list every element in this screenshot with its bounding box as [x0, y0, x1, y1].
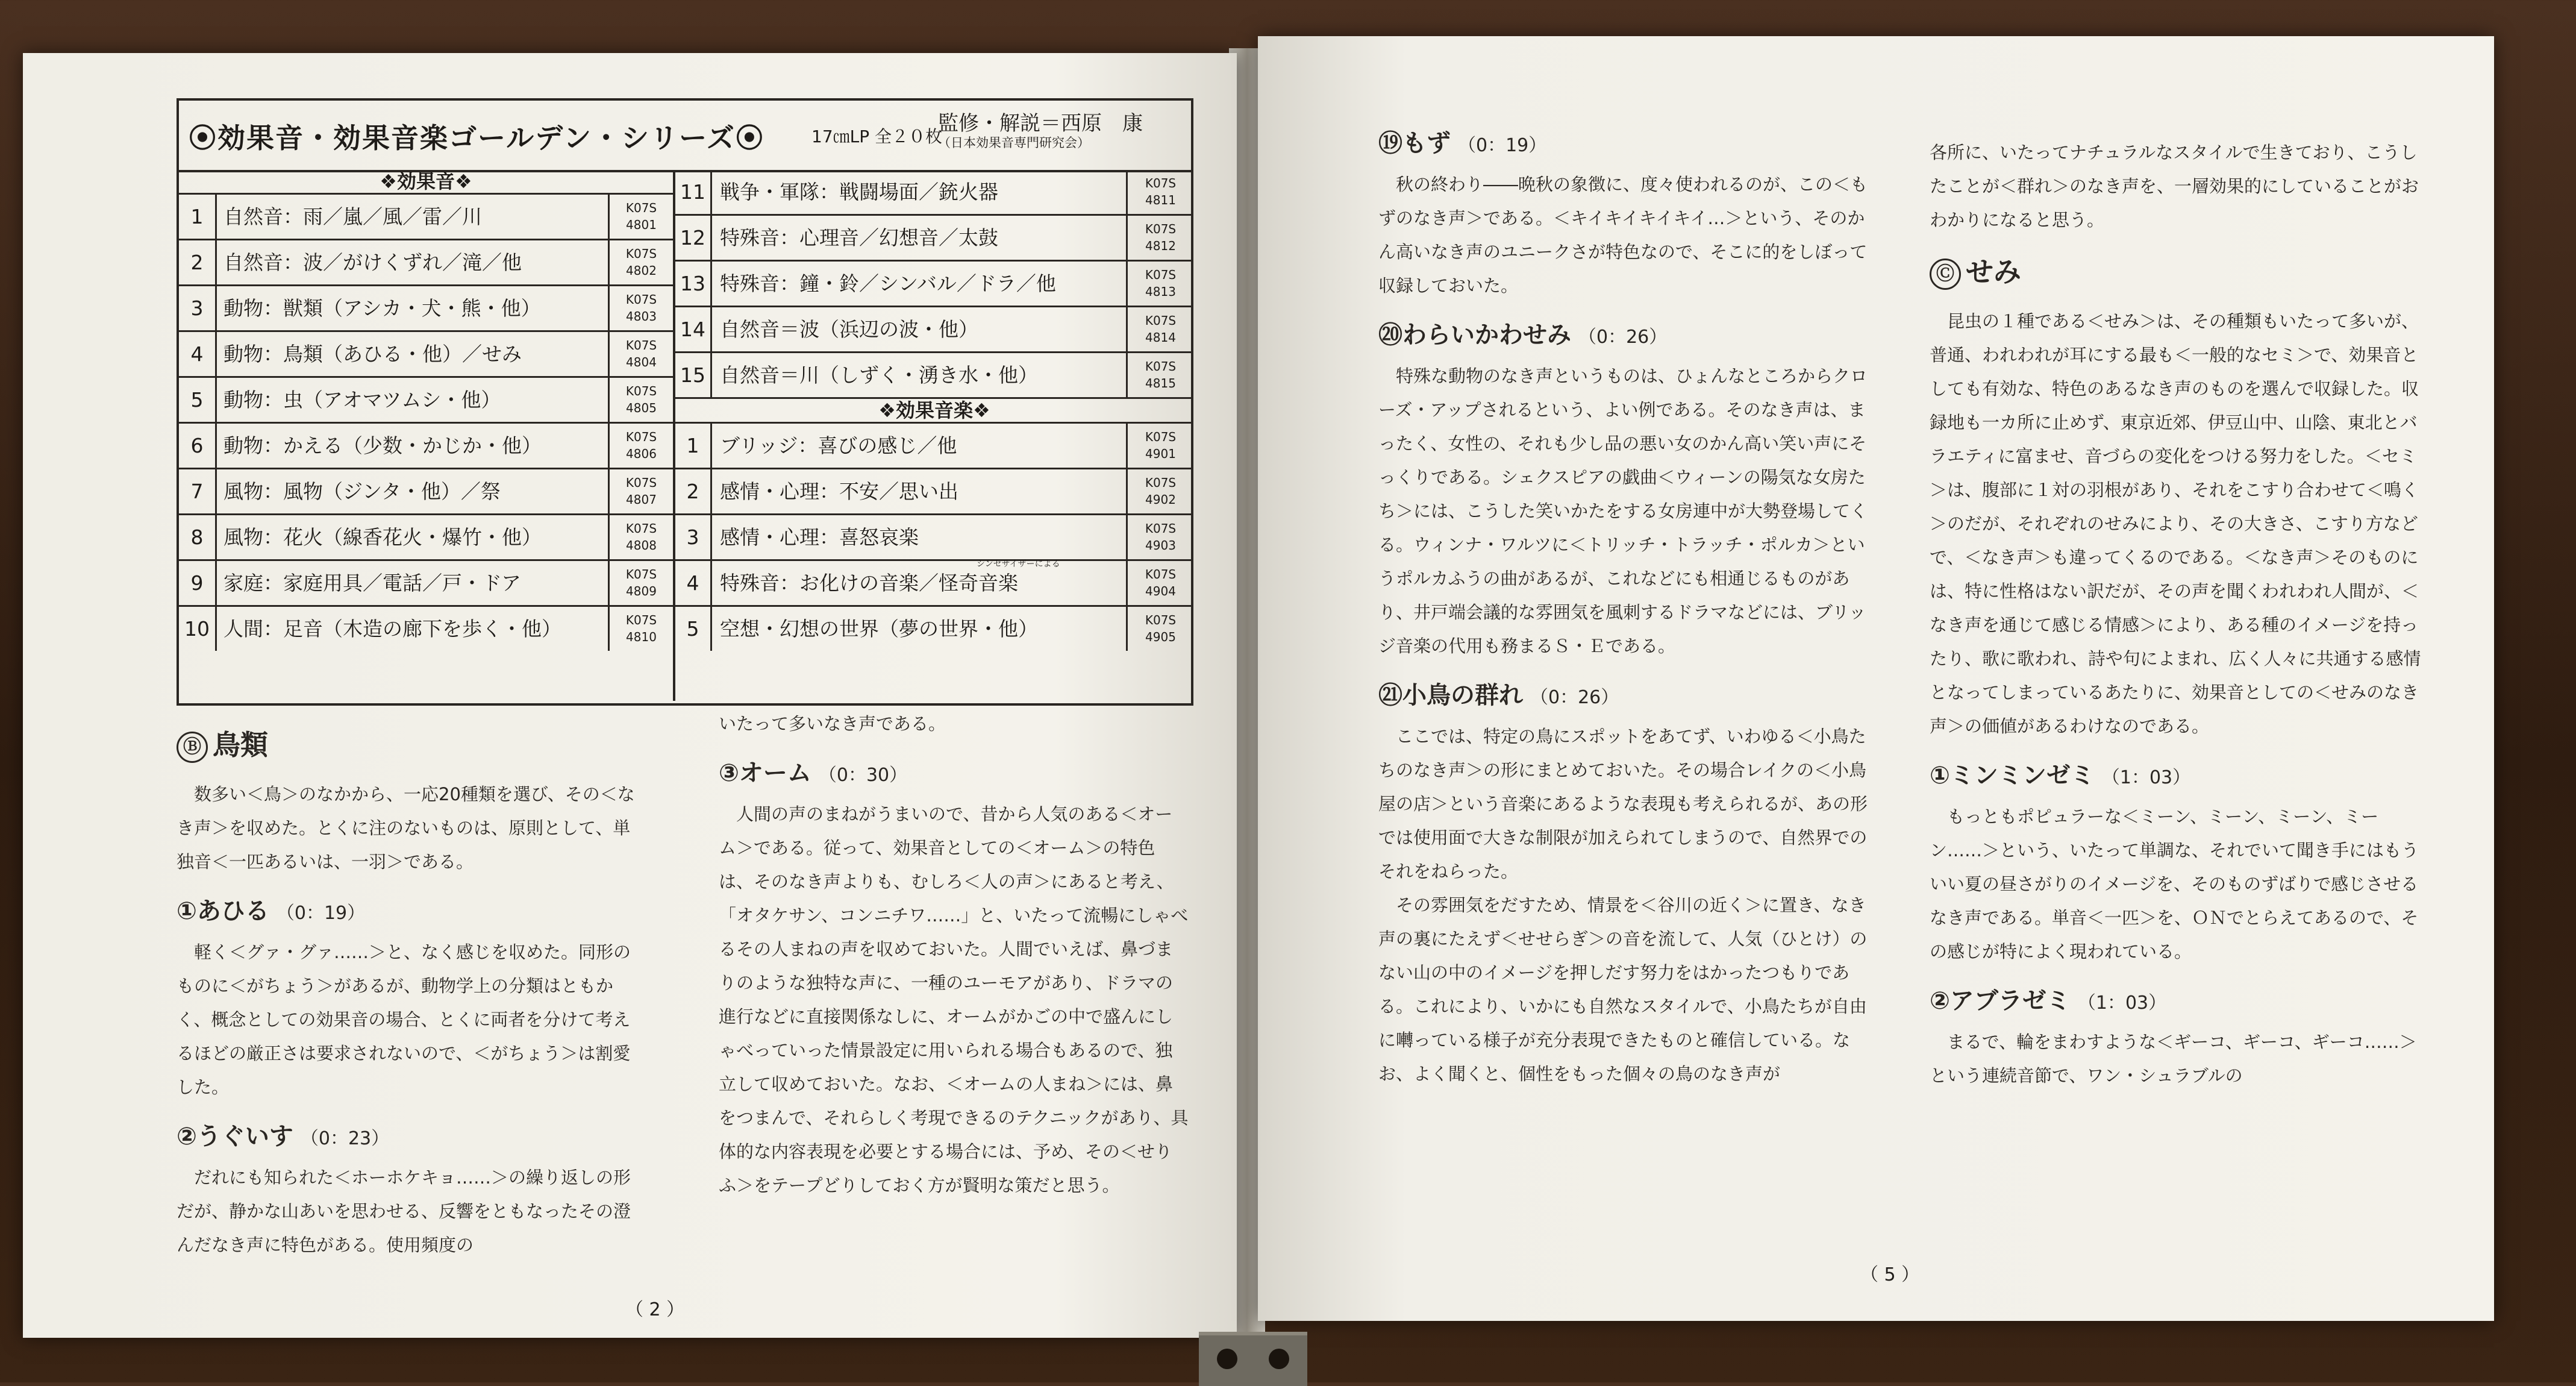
- item-body: 軽く＜グァ・グァ……＞と、なく感じを収めた。同形のものに＜がちょう＞があるが、動物学上の分類はともかく、概念としての効果音の場合、とくに両者を分けて考えるほどの厳正さは要求されないので、＜がちょう＞は割愛した。: [177, 941, 631, 1097]
- code-prefix: K07S: [625, 384, 657, 398]
- item-mark: ①: [177, 897, 197, 925]
- row-code: [1126, 607, 1193, 651]
- item-mark: ㉑: [1378, 682, 1402, 709]
- code-prefix: K07S: [625, 201, 657, 215]
- item-heading: [719, 756, 1189, 792]
- right-page: [1258, 36, 2494, 1321]
- item-title: ミンミンゼミ: [1949, 761, 2095, 789]
- section-semi-heading: [1930, 255, 2424, 290]
- code-prefix: K07S: [1145, 222, 1177, 236]
- row-code: [608, 424, 673, 468]
- item-mark: ②: [1930, 986, 1950, 1015]
- right-text-col2: [1930, 136, 2424, 1093]
- code-number: 4805: [626, 401, 657, 415]
- left-rows: [179, 195, 673, 651]
- code-number: 4809: [626, 584, 657, 598]
- item-body: ここでは、特定の鳥にスポットをあてず、いわゆる＜小鳥たちのなき声＞の形にまとめておいた。その場合レイクの＜小鳥屋の店＞という音楽にあるような表現も考えられるが、あの形では使用面で大きな制限が加えられてしまうので、自然界でのそれをねらった。: [1378, 726, 1868, 882]
- item-body: もっともポピュラーな＜ミーン、ミーン、ミーン、ミーン……＞という、いたって単調な、それでいて聞き手にはもういい夏の昼さがりのイメージを、そのものずばりで感じさせるなき声である。単音＜一匹＞を、ＯＮでとらえてあるので、その感じが特によく現われている。: [1930, 806, 2419, 962]
- row-number: 3: [179, 286, 217, 330]
- row-code: [608, 515, 673, 559]
- table-row: [179, 286, 673, 332]
- code-number: 4804: [626, 355, 657, 369]
- row-code: [608, 240, 673, 284]
- code-number: 4903: [1145, 538, 1176, 553]
- row-number: 10: [179, 607, 217, 651]
- row-number: 3: [675, 515, 712, 559]
- table-row: [675, 469, 1193, 515]
- row-number: 1: [675, 424, 712, 468]
- code-number: 4806: [626, 447, 657, 461]
- row-code: [608, 378, 673, 422]
- code-prefix: K07S: [625, 292, 657, 307]
- code-number: 4905: [1145, 630, 1176, 644]
- item-mark: ③: [719, 759, 739, 787]
- row-code: [1126, 170, 1193, 214]
- row-number: 7: [179, 469, 217, 513]
- item-heading: [177, 894, 646, 930]
- table-row: [179, 378, 673, 424]
- row-number: 5: [179, 378, 217, 422]
- supervisor: [938, 111, 1143, 150]
- code-prefix: K07S: [1145, 359, 1177, 374]
- row-code: [1126, 353, 1193, 397]
- table-row: [179, 332, 673, 378]
- row-number: 5: [675, 607, 712, 651]
- row-number: 4: [675, 561, 712, 605]
- row-number: 6: [179, 424, 217, 468]
- row-title: 自然音：波／がけくずれ／滝／他: [224, 251, 522, 274]
- row-code: [608, 469, 673, 513]
- row-title: 自然音：雨／嵐／風／雷／川: [224, 205, 482, 228]
- code-prefix: K07S: [625, 430, 657, 444]
- row-title: 特殊音：お化けの音楽／怪奇音楽: [720, 571, 1018, 595]
- row-number: 8: [179, 515, 217, 559]
- item-heading: [1378, 127, 1878, 163]
- row-number: 4: [179, 332, 217, 376]
- clip-hole: [1217, 1349, 1237, 1369]
- col2-lead: 各所に、いたってナチュラルなスタイルで生きており、こうしたことが＜群れ＞のなき声を、一層効果的にしていることがおわかりになると思う。: [1930, 142, 2419, 230]
- item-body: だれにも知られた＜ホーホケキョ……＞の繰り返しの形だが、静かな山あいを思わせる、反響をともなったその澄んだなき声に特色がある。使用頻度の: [177, 1167, 631, 1255]
- item-title: もず: [1402, 130, 1451, 157]
- item-body: まるで、輪をまわすような＜ギーコ、ギーコ、ギーコ……＞という連続音節で、ワン・シュラブルの: [1930, 1031, 2417, 1086]
- section-title: せみ: [1966, 256, 2021, 288]
- item-time: （0：26）: [1530, 687, 1619, 708]
- table-row: [179, 240, 673, 286]
- code-number: 4801: [626, 218, 657, 232]
- item-body-2: その雰囲気をだすため、情景を＜谷川の近く＞に置き、なき声の裏にたえず＜せせらぎ＞の音を流して、人気（ひとけ）のない山の中のイメージを押しだす努力をはかったつもりである。これにより、いかにも自然なスタイルで、小鳥たちが自由に囀っている様子が充分表現できたものと確信している。なお、よく聞くと、個性をもった個々の鳥のなき声が: [1378, 895, 1868, 1084]
- row-code: [1126, 216, 1193, 260]
- row-code: [608, 286, 673, 330]
- row-number: 2: [675, 469, 712, 513]
- section-music-heading: ❖効果音楽❖: [675, 397, 1193, 424]
- row-title: 動物：鳥類（あひる・他）／せみ: [224, 342, 522, 366]
- code-prefix: K07S: [625, 613, 657, 627]
- table-row: [179, 561, 673, 607]
- table-count: 17㎝LP 全２０枚: [811, 127, 943, 146]
- table-row: [179, 195, 673, 240]
- row-code: [1126, 424, 1193, 468]
- item-time: （0：23）: [300, 1127, 390, 1149]
- item-heading: [1930, 759, 2424, 795]
- section-birds-heading: [177, 728, 646, 763]
- row-title: 戦争・軍隊：戦闘場面／銃火器: [720, 180, 998, 204]
- row-title: 特殊音：鐘・鈴／シンバル／ドラ／他: [720, 272, 1056, 295]
- table-row: [675, 515, 1193, 561]
- item-body: 特殊な動物のなき声というものは、ひょんなところからクローズ・アップされるという、よい例である。そのなき声は、まったく、女性の、それも少し品の悪い女のかん高い笑い声にそっくりである。シェクスピアの戯曲＜ウィーンの陽気な女房たち＞には、こうした笑いかたをする女房連中が大勢登場してくる。ウィンナ・ワルツに＜トリッチ・トラッチ・ポルカ＞というポルカふうの曲があるが、これなどにも相通じるものがあり、井戸端会議的な雰囲気を風刺するドラマなどには、ブリッジ音楽の代用も務まるＳ・Ｅである。: [1378, 366, 1868, 656]
- table-row: [179, 469, 673, 515]
- item-time: （0：19）: [1458, 135, 1547, 156]
- code-prefix: K07S: [1145, 268, 1177, 282]
- item-heading: [1378, 679, 1878, 715]
- row-title: 動物：獣類（アシカ・犬・熊・他）: [224, 296, 541, 320]
- item-body: 秋の終わり――晩秋の象徴に、度々使われるのが、この＜もずのなき声＞である。＜キイキイキイキイ…＞という、そのかん高いなき声のユニークさが特色なので、そこに的をしぼって収録しておいた。: [1378, 174, 1868, 296]
- row-number: 15: [675, 353, 712, 397]
- row-title: 動物：虫（アオマツムシ・他）: [224, 388, 501, 412]
- item-heading: [1378, 318, 1878, 354]
- code-prefix: K07S: [1145, 176, 1177, 190]
- table-right-column: [673, 170, 1193, 701]
- row-title: 風物：花火（線香花火・爆竹・他）: [224, 525, 542, 549]
- row-number: 12: [675, 216, 712, 260]
- row-code: [1126, 262, 1193, 306]
- item-time: （0：19）: [276, 902, 366, 924]
- row-code: [608, 332, 673, 376]
- row-title: 感情・心理：不安／思い出: [720, 480, 958, 503]
- right-rows-sfx: [675, 170, 1193, 397]
- item-mark: ②: [177, 1122, 197, 1150]
- code-number: 4807: [626, 492, 657, 507]
- code-prefix: K07S: [625, 567, 657, 582]
- row-number: 2: [179, 240, 217, 284]
- item-title: アブラゼミ: [1949, 986, 2071, 1015]
- code-prefix: K07S: [1145, 313, 1177, 328]
- code-number: 4815: [1145, 376, 1176, 390]
- row-number: 9: [179, 561, 217, 605]
- page-number: （ 5 ）: [1860, 1264, 1920, 1285]
- row-title: 感情・心理：喜怒哀楽: [720, 525, 919, 549]
- item-mark: ①: [1930, 761, 1950, 789]
- item-title: あひる: [196, 897, 269, 925]
- row-code: [1126, 307, 1193, 351]
- row-title: 人間：足音（木造の廊下を歩く・他）: [224, 617, 561, 641]
- right-text-col1: [1378, 127, 1878, 1091]
- code-prefix: K07S: [625, 475, 657, 490]
- code-prefix: K07S: [625, 521, 657, 536]
- item-title: わらいかわせみ: [1402, 321, 1571, 349]
- row-code: [608, 561, 673, 605]
- item-body: 人間の声のまねがうまいので、昔から人気のある＜オーム＞である。従って、効果音としての＜オーム＞の特色は、そのなき声よりも、むしろ＜人の声＞にあると考え、「オタケサン、コンニチワ……」と、いたって流暢にしゃべるその人まねの声を収めておいた。人間でいえば、鼻づまりのような独特な声に、一種のユーモアがあり、ドラマの進行などに直接関係なしに、オームがかごの中で盛んにしゃべっていった情景設定に用いられる場合もあるので、独立して収めておいた。なお、＜オームの人まね＞には、鼻をつまんで、それらしく考現できるのテクニックがあり、具体的な内容表現を必要とする場合には、予め、その＜せりふ＞をテープどりしておく方が賢明な策だと思う。: [719, 804, 1189, 1196]
- row-code: [608, 607, 673, 651]
- code-number: 4813: [1145, 284, 1176, 299]
- code-prefix: K07S: [1145, 613, 1177, 627]
- clip-hole: [1269, 1349, 1289, 1369]
- code-prefix: K07S: [1145, 521, 1177, 536]
- code-number: 4814: [1145, 330, 1176, 345]
- table-row: [675, 216, 1193, 262]
- code-prefix: K07S: [625, 338, 657, 353]
- left-page: [23, 53, 1237, 1338]
- code-prefix: K07S: [1145, 430, 1177, 444]
- item-time: （0：26）: [1578, 327, 1668, 348]
- row-title: 動物：かえる（少数・かじか・他）: [224, 434, 542, 457]
- row-number: 14: [675, 307, 712, 351]
- row-title: 空想・幻想の世界（夢の世界・他）: [720, 617, 1038, 641]
- code-number: 4802: [626, 263, 657, 278]
- row-ruby: シンセサイザーによる: [977, 559, 1060, 569]
- row-code: [1126, 515, 1193, 559]
- row-title: 家庭：家庭用具／電話／戸・ドア: [224, 571, 522, 595]
- row-title: ブリッジ：喜びの感じ／他: [720, 434, 957, 457]
- table-row: [675, 561, 1193, 607]
- table-title: ⦿効果音・効果音楽ゴールデン・シリーズ⦿: [189, 122, 764, 154]
- item-time: （0：30）: [818, 765, 908, 786]
- table-row: [675, 607, 1193, 651]
- page-number: （ 2 ）: [625, 1299, 685, 1320]
- code-number: 4810: [626, 630, 657, 644]
- row-title: 風物：風物（ジンタ・他）／祭: [224, 480, 501, 503]
- row-number: 11: [675, 170, 712, 214]
- table-row: [179, 424, 673, 469]
- table-row: [675, 353, 1193, 397]
- code-number: 4808: [626, 538, 657, 553]
- right-rows-music: [675, 424, 1193, 651]
- row-code: [1126, 561, 1193, 605]
- section-sfx-heading: ❖効果音❖: [179, 170, 673, 195]
- code-number: 4811: [1145, 193, 1176, 207]
- section-mark: Ⓑ: [177, 732, 208, 763]
- semi-intro: 昆虫の１種である＜せみ＞は、その種類もいたって多いが、普通、われわれが耳にする最も＜一般的なセミ＞で、効果音としても有効な、特色のあるなき声のものを選んで収録した。収録地も一カ所に止めず、東京近郊、伊豆山中、山陰、東北とバラエティに富ませ、音づらの変化をつける努力をした。＜セミ＞は、腹部に１対の羽根があり、それをこすり合わせて＜鳴く＞のだが、それぞれのせみにより、その大きさ、こすり方などで、＜なき声＞も違ってくるのである。＜なき声＞そのものには、特に性格はない訳だが、その声を聞くわれわれ人間が、＜なき声を通じて感じる情感＞により、ある種のイメージを持ったり、歌に歌われ、詩や句によまれ、広く人々に共通する感情となってしまっているあたりに、効果音としての＜せみのなき声＞の価値があるわけなのである。: [1930, 310, 2421, 736]
- left-text-col2: [719, 707, 1189, 1202]
- item-title: オーム: [739, 759, 811, 787]
- supervisor-org: （日本効果音専門研究会）: [938, 136, 1090, 150]
- row-title: 自然音＝川（しずく・湧き水・他）: [720, 363, 1038, 387]
- code-number: 4902: [1145, 492, 1176, 507]
- table-row: [675, 262, 1193, 307]
- row-code: [608, 195, 673, 239]
- item-mark: ⑳: [1378, 321, 1402, 349]
- code-number: 4904: [1145, 584, 1176, 598]
- item-heading: [177, 1120, 646, 1156]
- col2-lead: いたって多いなき声である。: [719, 713, 946, 734]
- item-title: 小鳥の群れ: [1402, 682, 1523, 709]
- code-number: 4812: [1145, 239, 1176, 253]
- table-row: [675, 424, 1193, 469]
- code-prefix: K07S: [625, 246, 657, 261]
- binder-clip: [1199, 1332, 1307, 1386]
- row-number: 13: [675, 262, 712, 306]
- left-text-col1: [177, 710, 646, 1262]
- series-table: [177, 98, 1193, 706]
- code-number: 4803: [626, 309, 657, 324]
- table-row: [675, 170, 1193, 216]
- row-number: 1: [179, 195, 217, 239]
- row-title: 自然音＝波（浜辺の波・他）: [720, 318, 978, 341]
- item-title: うぐいす: [196, 1122, 293, 1150]
- table-title-row: [179, 101, 1191, 172]
- code-prefix: K07S: [1145, 567, 1177, 582]
- birds-intro: 数多い＜鳥＞のなかから、一応20種類を選び、その＜なき声＞を収めた。とくに注のないものは、原則として、単独音＜一匹あるいは、一羽＞である。: [177, 783, 635, 872]
- code-prefix: K07S: [1145, 475, 1177, 490]
- item-heading: [1930, 984, 2424, 1020]
- section-mark: Ⓒ: [1930, 259, 1961, 290]
- supervisor-name: 監修・解説＝西原 康: [938, 111, 1143, 136]
- table-row: [675, 307, 1193, 353]
- section-title: 鳥類: [213, 729, 268, 761]
- table-left-column: [179, 170, 673, 651]
- item-time: （1：03）: [2077, 992, 2167, 1014]
- item-time: （1：03）: [2101, 767, 2191, 788]
- code-number: 4901: [1145, 447, 1176, 461]
- table-row: [179, 607, 673, 651]
- table-row: [179, 515, 673, 561]
- row-title: 特殊音：心理音／幻想音／太鼓: [720, 226, 998, 249]
- item-mark: ⑲: [1378, 130, 1402, 157]
- row-code: [1126, 469, 1193, 513]
